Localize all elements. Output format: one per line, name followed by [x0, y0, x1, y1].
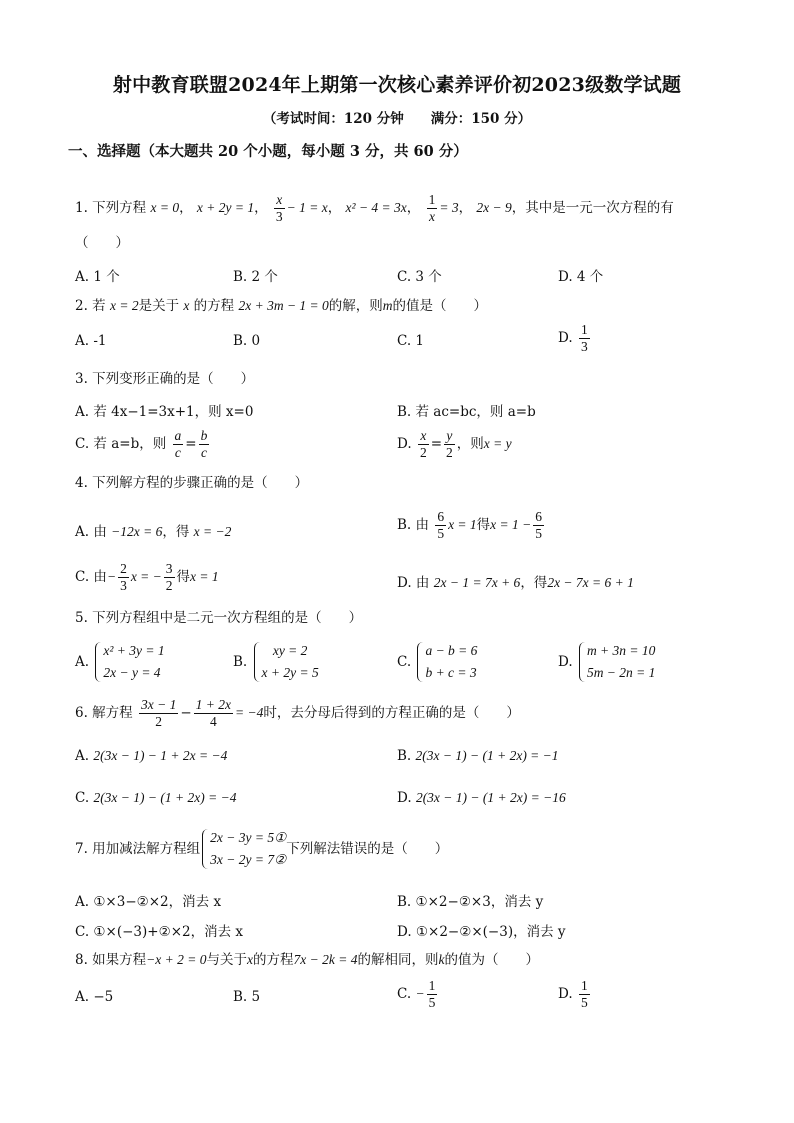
- q8-var-k: k: [438, 952, 445, 967]
- q8-option-d-den: 5: [580, 995, 588, 1010]
- q6-option-b: [397, 748, 559, 764]
- q4-option-d: [397, 571, 634, 591]
- q4-option-c-mid: 得: [176, 569, 191, 585]
- q2-option-d-num: 1: [580, 322, 588, 337]
- question-3-stem: 3. 下列变形正确的是（ ）: [75, 371, 255, 387]
- q5-option-d-system: [577, 640, 655, 684]
- q6-option-d: [397, 790, 566, 806]
- q7-prefix: 7. 用加减法解方程组: [75, 841, 201, 857]
- q2-option-c: C. 1: [397, 333, 425, 349]
- q4-option-b: [397, 509, 546, 542]
- q2-option-a: A. -1: [75, 333, 107, 349]
- q6-fraction-2-num: 1 + 2x: [195, 697, 231, 712]
- q1-answer-paren: （ ）: [75, 235, 129, 251]
- q8-var-x: x: [247, 952, 253, 967]
- q2-equation: 2x + 3m − 1 = 0: [238, 298, 329, 313]
- q3-option-a: A. 若 4x−1=3x+1，则 x=0: [75, 404, 254, 420]
- q7-system-line1: 2x − 3y = 5①: [210, 830, 287, 845]
- q5-option-a-label: A.: [75, 654, 90, 670]
- q2-text-a: 2. 若: [75, 298, 106, 314]
- q6-fraction-1-num: 3x − 1: [140, 697, 177, 712]
- q3-option-d-then: ，则: [456, 436, 484, 452]
- q8-text-a: 8. 如果方程: [75, 952, 147, 968]
- q4-option-a-label: A. 由: [75, 524, 107, 540]
- q2-option-b: B. 0: [233, 333, 261, 349]
- q8-option-c-label: C.: [397, 986, 412, 1002]
- q4-option-d-label: D. 由: [397, 575, 430, 591]
- q5-option-c-system: [415, 640, 477, 684]
- q4-option-d-result: 2x − 7x = 6 + 1: [547, 575, 634, 590]
- q8-option-c-den: 5: [428, 995, 436, 1010]
- q8-option-b: B. 5: [233, 989, 261, 1005]
- q3-option-c-left-num: a: [174, 428, 182, 443]
- q5-option-b-line2: x + 2y = 5: [261, 665, 319, 680]
- q4-option-c-frac2: [164, 561, 175, 594]
- q5-option-a-line2: 2x − y = 4: [103, 665, 161, 680]
- q1-option-a: A. 1 个: [75, 269, 120, 285]
- q8-text-e: 的值为（ ）: [444, 952, 539, 968]
- q3-option-c-frac-right: [199, 428, 210, 461]
- q8-option-d: [558, 978, 592, 1011]
- q6-fraction-1-den: 2: [155, 714, 163, 729]
- q4-option-b-label: B. 由: [397, 517, 430, 533]
- q1-eq5-frac: [427, 192, 438, 225]
- q6-fraction-2: [194, 697, 233, 730]
- q4-option-d-eq: 2x − 1 = 7x + 6: [433, 575, 521, 590]
- q7-suffix: 下列解法错误的是（ ）: [286, 841, 449, 857]
- q6-option-b-expr: 2(3x − 1) − (1 + 2x) = −1: [415, 748, 559, 763]
- q4-option-a-mid: ，得: [162, 524, 190, 540]
- q4-option-b-den: 5: [437, 526, 445, 541]
- q3-option-c-right-num: b: [200, 428, 208, 443]
- section-heading-choice: 一、选择题（本大题共 20 个小题，每小题 3 分，共 60 分）: [68, 143, 468, 160]
- q1-eq4: x² − 4 = 3x: [345, 200, 407, 215]
- q2-option-d: [558, 322, 592, 355]
- q1-option-b: B. 2 个: [233, 269, 278, 285]
- q4-option-c-frac: [118, 561, 129, 594]
- q4-option-c-num2: 3: [165, 561, 173, 576]
- q2-option-d-frac: [579, 322, 590, 355]
- q4-option-c-label: C. 由: [75, 569, 107, 585]
- q5-option-c-label: C.: [397, 654, 412, 670]
- q2-option-d-den: 3: [580, 339, 588, 354]
- q4-option-a: [75, 520, 231, 540]
- q7-system-line2: 3x − 2y = 7②: [210, 852, 287, 867]
- q7-option-d: D. ①×2−②×(−3)，消去 y: [397, 924, 566, 940]
- q8-option-d-label: D.: [558, 986, 573, 1002]
- q2-var-x: x: [183, 298, 190, 313]
- q5-option-a: [75, 640, 165, 684]
- q3-option-d-right-den: 2: [446, 445, 453, 460]
- q1-eq3-den: 3: [275, 209, 283, 224]
- q1-eq5-tail: = 3: [439, 200, 459, 215]
- q2-var-m: m: [382, 298, 393, 313]
- q5-option-b-system: [252, 640, 319, 684]
- q6-rhs: = −4: [235, 705, 264, 720]
- q5-option-c: [397, 640, 477, 684]
- question-1-stem: 1. 下列方程 x = 0， x + 2y = 1， $\frac{x}{3}$ − 1 = x， x² − 4 = 3x， $\frac{1}{x}$ = 3， 2x − 9，其中是一元一次方程的有: [75, 192, 674, 224]
- q4-option-b-result-num: 6: [535, 509, 543, 524]
- q8-option-d-num: 1: [580, 978, 588, 993]
- q1-eq1: x = 0: [150, 200, 180, 215]
- q4-option-c-eq: x = −: [130, 569, 162, 584]
- question-6-stem: [75, 697, 520, 730]
- q6-option-c-label: C.: [75, 790, 90, 806]
- q2-option-d-label: D.: [558, 330, 573, 346]
- q1-eq3-tail: − 1 = x: [286, 200, 328, 215]
- q2-condition: x = 2: [109, 298, 139, 313]
- q4-option-c-num: 2: [120, 561, 127, 576]
- q6-prefix: 6. 解方程: [75, 705, 133, 721]
- q3-option-d-right-num: y: [444, 428, 455, 445]
- question-7-stem: [75, 827, 448, 871]
- q5-option-b: [233, 640, 319, 684]
- q1-eq3-num: x: [274, 192, 285, 209]
- q8-text-c: 的方程: [253, 952, 294, 968]
- q8-option-d-frac: [579, 978, 590, 1011]
- q4-option-c-neg: −: [106, 569, 117, 584]
- q3-option-c-eq: =: [185, 436, 197, 452]
- q8-option-a: A. −5: [75, 989, 114, 1005]
- q1-eq5-den: x: [428, 209, 435, 224]
- q6-option-d-expr: 2(3x − 1) − (1 + 2x) = −16: [415, 790, 566, 805]
- q4-option-b-frac: [435, 509, 446, 542]
- q6-fraction-1: [139, 697, 178, 730]
- q2-text-e: 的值是（ ）: [392, 298, 488, 314]
- q6-fraction-2-den: 4: [209, 714, 217, 729]
- q5-option-a-system: [93, 640, 164, 684]
- q4-option-b-result-frac: [533, 509, 544, 542]
- q5-option-d: [558, 640, 655, 684]
- exam-title: 射中教育联盟2024年上期第一次核心素养评价初2023级数学试题: [112, 74, 682, 96]
- q3-option-d: [397, 428, 512, 461]
- q4-option-c-den: 3: [120, 578, 127, 593]
- q1-option-c: C. 3 个: [397, 269, 442, 285]
- q1-eq2: x + 2y = 1: [196, 200, 255, 215]
- q5-option-c-line1: a − b = 6: [425, 643, 478, 658]
- q8-option-c-frac: [427, 978, 438, 1011]
- q5-option-a-line1: x² + 3y = 1: [103, 643, 165, 658]
- question-8-stem: [75, 950, 539, 970]
- q4-option-b-eq: x = 1: [448, 517, 477, 532]
- q4-option-c: [75, 561, 219, 594]
- q6-option-d-label: D.: [397, 790, 412, 806]
- q2-text-c: 的方程: [193, 298, 235, 314]
- q5-option-d-label: D.: [558, 654, 573, 670]
- q3-option-b: B. 若 ac=bc，则 a=b: [397, 404, 536, 420]
- q3-option-c-right-den: c: [200, 445, 207, 460]
- q7-option-b: B. ①×2−②×3，消去 y: [397, 894, 544, 910]
- q3-option-d-frac-left: [418, 428, 429, 461]
- q3-option-c-label: C. 若 a=b，则: [75, 436, 167, 452]
- q8-equation-1: −x + 2 = 0: [146, 952, 207, 967]
- q3-option-d-frac-right: [444, 428, 455, 461]
- q1-option-d: D. 4 个: [558, 269, 604, 285]
- q6-option-a-label: A.: [75, 748, 90, 764]
- q5-option-d-line1: m + 3n = 10: [586, 643, 656, 658]
- q5-option-b-label: B.: [233, 654, 248, 670]
- q8-text-d: 的解相同，则: [357, 952, 439, 968]
- q1-suffix: ，其中是一元一次方程的有: [511, 200, 674, 216]
- q8-text-b: 与关于: [206, 952, 247, 968]
- q6-option-c-expr: 2(3x − 1) − (1 + 2x) = −4: [93, 790, 237, 805]
- q3-option-c: [75, 428, 211, 461]
- q2-text-d: 的解，则: [328, 298, 383, 314]
- q5-option-c-line2: b + c = 3: [425, 665, 477, 680]
- q4-option-b-result-den: 5: [535, 526, 543, 541]
- q7-option-c: C. ①×(−3)+②×2，消去 x: [75, 924, 243, 940]
- q3-option-d-left-num: x: [418, 428, 429, 445]
- q4-option-b-mid: 得: [476, 517, 491, 533]
- q5-option-b-line1: xy = 2: [272, 643, 308, 658]
- q4-option-a-eq: −12x = 6: [111, 524, 163, 539]
- q4-option-c-result: x = 1: [190, 569, 219, 584]
- q3-option-d-result: x = y: [483, 436, 512, 451]
- q4-option-c-den2: 2: [165, 578, 173, 593]
- q6-suffix: 时，去分母后得到的方程正确的是（ ）: [263, 705, 520, 721]
- q3-option-c-left-den: c: [174, 445, 181, 460]
- q6-option-c: [75, 790, 236, 806]
- q8-equation-2: 7x − 2k = 4: [293, 952, 358, 967]
- q4-option-b-num: 6: [437, 509, 445, 524]
- q7-option-a: A. ①×3−②×2，消去 x: [75, 894, 222, 910]
- q4-option-b-result: x = 1 −: [490, 517, 532, 532]
- q6-option-a: [75, 748, 227, 764]
- exam-subtitle: （考试时间：120 分钟 满分：150 分）: [262, 111, 532, 127]
- q3-option-d-left-den: 2: [419, 445, 427, 460]
- q1-prefix: 1. 下列方程: [75, 200, 147, 216]
- q8-option-c-neg: −: [415, 986, 425, 1001]
- q6-option-a-expr: 2(3x − 1) − 1 + 2x = −4: [93, 748, 228, 763]
- q6-option-b-label: B.: [397, 748, 412, 764]
- q6-minus: −: [180, 705, 192, 721]
- q4-option-d-mid: ，得: [520, 575, 548, 591]
- q3-option-d-label: D.: [397, 436, 412, 452]
- q1-eq5-num: 1: [428, 192, 436, 207]
- q3-option-d-eq: =: [430, 436, 442, 452]
- q5-option-d-line2: 5m − 2n = 1: [586, 665, 656, 680]
- question-5-stem: 5. 下列方程组中是二元一次方程组的是（ ）: [75, 610, 363, 626]
- q7-system: [200, 827, 286, 871]
- q1-eq3-frac: [274, 192, 285, 225]
- q8-option-c: [397, 978, 439, 1011]
- q8-option-c-num: 1: [428, 978, 436, 993]
- question-4-stem: 4. 下列解方程的步骤正确的是（ ）: [75, 475, 309, 491]
- q4-option-a-result: x = −2: [193, 524, 232, 539]
- question-2-stem: [75, 296, 487, 316]
- q2-text-b: 是关于: [138, 298, 180, 314]
- q3-option-c-frac-left: [173, 428, 184, 461]
- q1-eq6: 2x − 9: [476, 200, 512, 215]
